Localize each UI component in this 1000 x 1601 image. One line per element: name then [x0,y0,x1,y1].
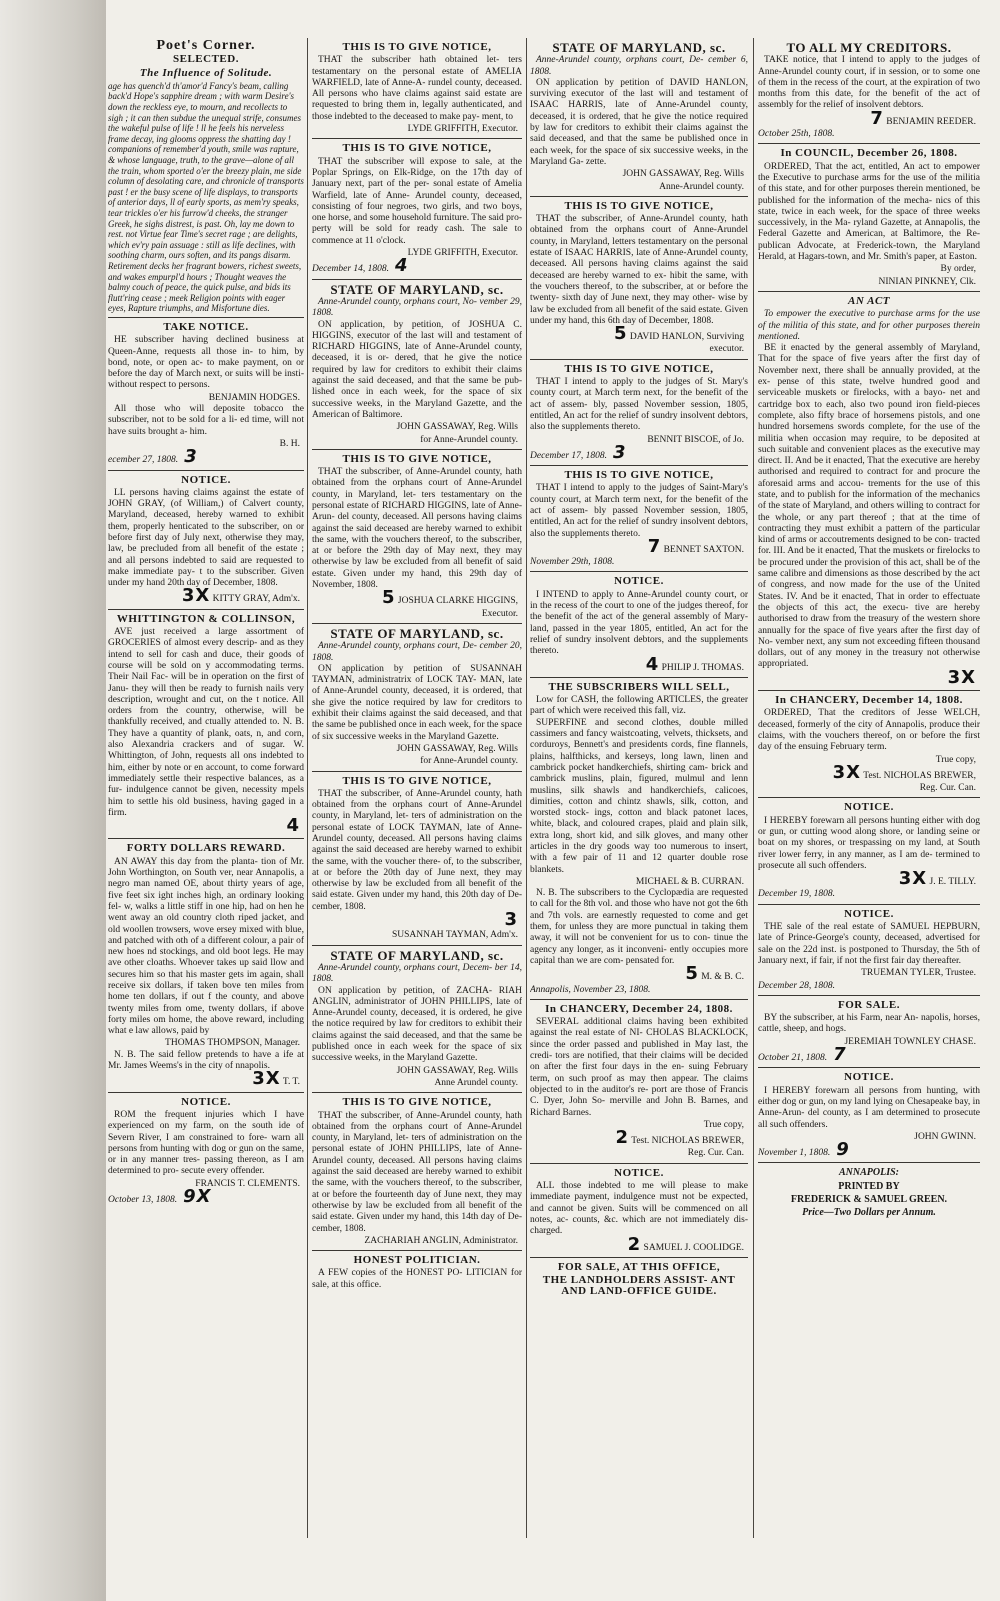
ad-date: November 29th, 1808. [530,557,615,568]
true-copy: True copy, [703,1119,744,1130]
ad-nb: N. B. The subscribers to the Cyclopædia are requested to call for the 8th vol. and those who have not got the 6th and 7th vols. are earnestly requested to come and get them, for unless they are more punctual in taking them away, it will not be convenient for us to con- tinue the agency any longer, as it inconveni- ently occupies more capital than we are com- pensated for. [530,888,748,966]
ad-heading: THIS IS TO GIVE NOTICE, [564,469,714,482]
handwritten-mark: 9X [183,1186,212,1208]
order-higgins [312,281,522,450]
date-text: November 1, 1808. [758,1148,831,1159]
ad-heading: In CHANCERY, December 14, 1808. [775,694,963,707]
ad-signer: LYDE GRIFFITH, Executor. [407,248,518,259]
ad-date [108,446,304,468]
ad-signer: TRUEMAN TYLER, Trustee. [861,968,976,979]
ad-body: HE subscriber having declined business at Queen-Anne, requests all those in- to him, by bond, note, or open ac- to make payment, on or before the day of March next, or suits will be insti- without respect to persons. [108,335,304,391]
handwritten-mark: 9 [836,1139,850,1161]
ad-signer-row [758,107,976,129]
ad-signer: THOMAS THOMPSON, Manager. [165,1038,300,1049]
ad-signer: JOHN GASSAWAY, Reg. Wills [396,422,518,433]
ad-heading: FOR SALE, AT THIS OFFICE, [557,1260,721,1273]
act-title: To empower the executive to purchase arms for the use of the militia of this state, and for other purposes therein mentioned. [758,309,980,342]
ad-heading: NOTICE. [844,801,894,814]
handwritten-mark: 3X [252,1068,281,1090]
ad-signer-row [758,868,976,890]
column-rule [753,38,754,1538]
ad-signer-row [530,653,744,675]
ad-signer-title: for Anne-Arundel county. [420,756,518,767]
court-line: Anne-Arundel county, orphans court, De- cember 6, 1808. [530,55,748,77]
ad-signer: BENNIT BISCOE, of Jo. [647,434,744,445]
chancery-welch [758,695,980,798]
notice-griffith-sale [312,143,522,279]
ad-heading: NOTICE. [181,473,231,486]
handwritten-mark: 3X [181,585,211,607]
column-rule [307,38,308,1538]
court-line: Anne-Arundel county, orphans court, Decem- ber 14, 1808. [312,962,522,985]
ad-signer: FRANCIS T. CLEMENTS. [195,1178,300,1189]
ad-date: December 19, 1808. [758,889,836,900]
poets-corner [108,40,304,318]
ad-signer-row [530,323,744,345]
ad-heading: STATE OF MARYLAND, sc. [330,281,504,297]
handwritten-mark: 3X [947,666,976,688]
ad-signer-row [530,1127,744,1149]
ad-body: LL persons having claims against the estate of JOHN GRAY, (of William,) of Calvert county, Maryland, deceased, hereby warned to exhibit them, properly henticated to the subscriber, on or before first day of July next, otherwise they may, law, be precluded from all benefit of the estate ; and all persons indebted to said are requested to make immediate pay- t to the subscriber. Given under my hand 20th day of December, 1808. [108,487,304,589]
notice-phillips [312,1097,522,1251]
ad-signer-row [530,535,744,557]
ad-heading: AN ACT [847,294,890,307]
ad-heading: NOTICE. [844,1071,894,1084]
date-text: October 13, 1808. [108,1195,178,1206]
handwritten-mark: 2 [627,1233,642,1255]
handwritten-mark: 3X [898,868,928,890]
notice-hanlon [530,201,748,360]
act-militia-arms [758,296,980,691]
ad-body: ALL those indebted to me will please to make immediate payment, indulgence must not be expected, and cannot be given. Suits will be commenced on all notes, ac- counts, &c. which are not immediately dis- charged. [530,1181,748,1237]
ad-heading: WHITTINGTON & COLLINSON, [116,612,296,625]
ad-heading: THIS IS TO GIVE NOTICE, [342,774,492,787]
ad-body: ON application by petition of DAVID HANLON, surviving executor of the last will and testament of ISAAC HARRIS, late of Anne-Arundel county, deceased, it is ordered, that he give the notice required by law for creditors to exhibit their claims against the said deceased, and that the same be published once in each week, for the space of six successive weeks, in the Maryland Ga- zette. [530,77,748,167]
court-line: Anne-Arundel county, orphans court, No- vember 29, 1808. [312,296,522,319]
ad-heading: STATE OF MARYLAND, sc. [330,625,504,641]
handwritten-mark-row [108,815,300,837]
ad-honest-politician [312,1255,522,1294]
column-2 [312,40,522,1540]
handwritten-mark: 5 [382,587,396,609]
ad-body: ORDERED, That the act, entitled, An act to empower the Executive to purchase arms for the use of the militia of this state, and for other purposes therein mentioned, be published for the information of the mecha- nics of this state, twice in each week, for the space of three weeks successively, in the Ma- ryland Gazette, at Annapolis, the Federal Gazette and American, at Baltimore, the Re- publican Advocate, at Frederick-town, the Maryland Herald, at Hagars-town, and Mr. Smith's paper, at Easton. [758,161,980,263]
poets-corner-title: Poet's Corner. [156,40,256,53]
ad-body: BE it enacted by the general assembly of Maryland, That for the space of five years after the first day of November next, there shall be annually provided, at the ex- pense of this state, twelve hundred good and serviceable muskets or firelocks, with a bayo- net and cartridge box to each, also two pound iron field-pieces complete, also fifty brace of horsemens pistols, and one hundred horsemens swords complete, for the use of the militia when occasion may require, to be deposited at such suitable and convenient places as the executive may direct. II. And be it enacted, That the executive are hereby authorised and required to contract for and procure the aforesaid arms and accou- trements for the use of this state, and to publish for the information of the mechanics of the state of Maryland, and others willing to contract for the whole, or any part thereof ; that at the time of contracting they must exhibit a pattern of the particular kind of arms or accoutrements designed to be con- tracted for. III. And be it enacted, That the muskets or firelocks to be procured under the provision of this act, shall be of the same calibre and dimensions as those described by the act of congress, and now made for the use of the United States. IV. And be it enacted, That in order to effectuate the objects of this act, the execu- tive are hereby authorised to draw from the treasury of the western shore annually for the space of five years after the first day of No- vember next, any sum not exceeding fifteen thousand dollars, out of any money in the treasury not otherwise appropriated. [758,343,980,670]
ad-heading: In COUNCIL, December 26, 1808. [780,147,958,160]
notice-gray [108,475,304,610]
order-tayman [312,625,522,772]
ad-whittington [108,614,304,840]
handwritten-mark: 3 [184,446,198,468]
printer-imprint [758,1167,980,1223]
ad-heading: TO ALL MY CREDITORS. [786,40,952,55]
imprint-printed-by: PRINTED BY [838,1180,900,1192]
ad-body: I HEREBY forewarn all persons from hunting, with either dog or gun, on my land lying on Chesapeake bay, in Anne-Arun- del county, as I am determined to prosecute all such offenders. [758,1085,980,1130]
date-text: December 17, 1808. [530,450,608,461]
ad-body: I INTEND to apply to Anne-Arundel county court, or in the recess of the court to one of the judges thereof, for the benefit of the act of the general assembly of Mary- land, passed in the year 1805, entitled, An act for the relief of sundry insolvent debtors, and the supplements thereto. [530,589,748,657]
ad-signer-title: Reg. Cur. Can. [687,1148,744,1159]
ad-signer: BENJAMIN REEDER. [886,116,976,127]
handwritten-mark: 3 [504,909,518,931]
notice-reeder [758,42,980,144]
poem-text: age has quench'd th'amor'd Fancy's beam, calling back'd Hope's sapphire dream ; with warm Desire's down the reckless eye, to mourn, and recollects to sigh ; it can then subdue the unequal strife, consumes the wakeful pulse of life ! ll he feels his nerveless frame decay, ing glooms oppress the shatting day ! companions of remember'd youth, smile was rapture, & whose language, truth, to the grave—alone of all the train, whom sported o'er the breezy plain, me side column of desolating care, and chronicle of transports past ! er the busy scene of life displays, to transports of anterior days, ll of early sports, as mem'ry speaks, tear trickles o'er his furrow'd cheeks, the stranger Greek, he sighs distrest, is past. Oh, lay me down to rest. not Virtue fear Time's secret rage ; are delights, which ev'ry pain assuage : still as life declines, with soothing charm, ours soften, and its pangs disarm. Retirement decks her fragrant bowers, richest sweets, and wakes empurpl'd hours ; Thought weaves the balmy couch of peace, the quick pulse, and bids its flutt'ring cease ; meek Religion points with eager eyes, Rapture triumphs, and Misfortune dies. [108,80,304,314]
ad-body: ON application by petition, of ZACHA- RIAH ANGLIN, administrator of JOHN PHILLIPS, late of Anne-Arundel county, deceased, it is ordered, he give the notice required by law for creditors to exhibit their claims against the said deceased, and that the same be published once in each week for the space of six successive weeks, in the Maryland Gazette. [312,985,522,1064]
handwritten-mark: 4 [395,255,409,277]
ad-reward [108,843,304,1092]
ad-signer-title: for Anne-Arundel county. [420,434,518,445]
ad-body: THAT I intend to apply to the judges of St. Mary's county court, at March term next, for the benefit of the act of assem- bly, passed November session, 1805, entitled, An act for the relief of sundry insolvent debtors, also the supplements thereto. [530,377,748,433]
notice-warfield [312,42,522,139]
ad-date [108,1186,304,1208]
handwritten-mark: 7 [833,1044,847,1066]
ad-heading: STATE OF MARYLAND, sc. [552,40,726,55]
ad-signer: SUSANNAH TAYMAN, Adm'x. [391,930,518,941]
imprint-price: Price—Two Dollars per Annum. [802,1207,936,1219]
ad-signer: KITTY GRAY, Adm'x. [212,594,300,605]
ad-date: December 28, 1808. [758,980,836,991]
ad-signer-title: Anne Arundel county. [434,1077,518,1088]
notice-biscoe [530,364,748,466]
handwritten-mark: 4 [645,653,660,675]
ad-signer-title: Anne-Arundel county. [659,181,744,192]
ad-heading: NOTICE. [181,1095,231,1108]
ad-nb: N. B. The said fellow pretends to have a ife at Mr. James Weems's in the city of nnapolis. [108,1049,304,1072]
handwritten-mark: 3X [832,761,861,783]
ad-initials: B. H. [279,438,300,449]
ad-heading: TAKE NOTICE. [163,320,249,333]
ad-date [758,1044,980,1066]
ad-body: SUPERFINE and second clothes, double milled cassimers and fancy waistcoating, velvets, thicksets, and corduroys, Bennett's and presidents cords, fine flannels, plains, halfthicks, and kerseys, long lawn, linen and cambrick pocket handkerchiefs, shirting cam- brick and cambrick muslins, plain, figured, mulmul and lenn muslins, silk shawls and handkerchiefs, calicoes, dimities, cotton and chintz shawls, silk, cotton, and worsted stock- ings, cotton and black patonet laces, white, black, and coloured crapes, plaid and plain silk, extra long, short kid, and silk gloves, and many other articles in the dry goods way too numerous to insert, with a few pair of 11 and 12 quarter double rose blankets. [530,717,748,875]
ad-body: ROM the frequent injuries which I have experienced on my farm, on the south ide of Severn River, I am constrained to fore- warn all persons from hunting with dog or gun on the same, or in any manner tres- passing thereon, as I am determined to pro- secute every offender. [108,1109,304,1177]
notice-gwinn [758,1072,980,1163]
order-hanlon [530,42,748,197]
ad-initials-row [530,963,744,985]
ad-landholders [530,1262,748,1303]
ad-date [312,255,522,277]
ad-body: THAT the subscriber, of Anne-Arundel county, hath obtained from the orphans court of Anne-Arundel county, in Maryland, let- ters of administration on the personal estate of LOCK TAYMAN, late of Anne-Arundel county, deceased. All persons having claims against the said deceased are hereby warned to exhibit the same, with the voucher there- of, to the subscriber, at or before the 20th day of June next, they may otherwise by law be excluded from all benefit of the said estate. Given under my hand, this 20th day of De- cember, 1808. [312,788,522,912]
ad-signer: ZACHARIAH ANGLIN, Administrator. [364,1235,518,1246]
ad-signer: JOHN GWINN. [914,1131,976,1142]
date-text: October 21, 1808. [758,1053,828,1064]
ad-initials: M. & B. C. [701,972,744,983]
notice-hodges [108,322,304,471]
column-4 [758,40,980,1540]
ad-signer-title: Reg. Cur. Can. [919,783,976,794]
ad-signer: JOHN GASSAWAY, Reg. Wills [622,169,744,180]
order-phillips [312,947,522,1094]
handwritten-mark: 5 [685,963,699,985]
selected-label: SELECTED. [173,53,239,66]
ad-signer: Test. NICHOLAS BREWER, [863,770,976,781]
ad-signer-title: executor. [709,344,744,355]
column-rule [526,38,527,1538]
poem-title: The Influence of Solitude. [139,66,273,79]
notice-saxton [530,470,748,572]
ad-heading: HONEST POLITICIAN. [353,1254,481,1267]
notice-higgins [312,454,522,624]
chancery-blacklock [530,1004,748,1164]
notice-clements [108,1097,304,1210]
ad-body: SEVERAL additional claims having been exhibited against the real estate of NI- CHOLAS BLACKLOCK, since the order passed and published in May last, the credi- tors are notified, that their claims will be decided on after the first four days in the en- suing February term, on such proof as may then appear. The claims objected to in the auditor's re- port are those of Francis C. Dyer, John So- merville and John B. Barnes, and Richard Barnes. [530,1017,748,1118]
handwritten-mark: 5 [614,323,628,345]
ad-signer: JEREMIAH TOWNLEY CHASE. [844,1036,976,1047]
ad-signer-row [312,587,518,609]
ad-body: TAKE notice, that I intend to apply to the judges of Anne-Arundel county court, if in session, or to some one of them in the recess of the court, at the expiration of two months from this date, for the benefit of the act of assembly for the relief of insolvent debtors. [758,55,980,111]
notice-hepburn [758,909,980,996]
ad-heading: In CHANCERY, December 24, 1808. [545,1002,733,1015]
ad-heading: FORTY DOLLARS REWARD. [126,842,286,855]
column-1 [108,40,304,1540]
ad-signer: JOSHUA CLARKE HIGGINS, [397,596,518,607]
ad-signer: Test. NICHOLAS BREWER, [631,1136,744,1147]
ad-signer: SAMUEL J. COOLIDGE. [643,1242,744,1253]
ad-body: ORDERED, That the creditors of Jesse WELCH, deceased, formerly of the city of Annapolis, produce their claims, with the vouchers thereof, on or before the first day of the ensuing February term. [758,708,980,753]
book-title: THE LANDHOLDERS ASSIST- ANT AND LAND-OFFICE GUIDE. [542,1274,736,1298]
ad-body: THAT the subscriber, of Anne-Arundel county, hath obtained from the orphans court of Anne-Arundel county, in Maryland, let- ters of administration on the personal estate of JOHN PHILLIPS, late of Anne-Arundel county, deceased. All persons having claims against the said deceased are hereby warned to exhibit the same, with the vouchers thereof, to the subscriber, at or before the fourteenth day of June next, they may otherwise by law be excluded from all benefit of the said estate. Given under my hand, this 14th day of De- cember, 1808. [312,1110,522,1234]
ad-date [530,441,748,463]
ad-initials: T. T. [282,1077,300,1088]
ad-chase-sale [758,1000,980,1068]
ad-signer: MICHAEL & B. CURRAN. [635,876,744,887]
notice-tilly [758,802,980,904]
notice-thomas [530,576,748,677]
ad-subheading: Low for CASH, the following ARTICLES, the greater part of which were received this fall, viz. [530,695,748,717]
true-copy: True copy, [935,754,976,765]
ad-date: Annapolis, November 23, 1808. [530,984,651,995]
court-line: Anne-Arundel county, orphans court, De- cember 20, 1808. [312,641,522,663]
ad-signer: BENJAMIN HODGES. [208,392,300,403]
ad-signer: JOHN GASSAWAY, Reg. Wills [396,1065,518,1076]
imprint-printers: FREDERICK & SAMUEL GREEN. [790,1194,948,1206]
ad-signer: JOHN GASSAWAY, Reg. Wills [396,743,518,754]
date-text: ecember 27, 1808. [108,455,179,466]
handwritten-mark: 2 [615,1127,629,1149]
ad-body: THAT the subscriber, of Anne-Arundel county, hath obtained from the orphans court of Anne-Arundel county, in Maryland, letters testamentary on the personal estate of ISAAC HARRIS, late of Anne-Arundel county, deceased. All persons having claims against the said deceased are hereby warned to ex- hibit the same, with the vouchers thereof, to the subscriber, at or before the twenty- sixth day of June next, they may other- wise by law be excluded from all benefit of the said estate. Given under my hand, this 6th day of December, 1808. [530,214,748,326]
ad-body: A FEW copies of the HONEST PO- LITICIAN for sale, at this office. [312,1268,522,1290]
ad-body: ON application by petition of SUSANNAH TAYMAN, administratrix of LOCK TAY- MAN, late of Anne-Arundel county, deceased, it is ordered, that she give the notice required by law for creditors to exhibit their claims against the said deceased, and that the same be published once in each week, for the space of six successive weeks in the Maryland Gazette. [312,663,522,742]
ad-body: ON application, by petition, of JOSHUA C. HIGGINS, executor of the last will and testament of RICHARD HIGGINS, late of Anne-Arundel county, deceased, it is or- dered, that he give the notice required by law for creditors to exhibit their claims against the said deceased, and that the same be pub- lished once in each week, for the space of six successive weeks, in the Maryland Gazette, and the American of Baltimore. [312,319,522,420]
ad-signer-title: Executor. [481,608,518,619]
council-order [758,148,980,292]
ad-body: THAT the subscriber hath obtained let- ters testamentary on the personal estate of AMELIA WARFIELD, late of Anne-A- rundel county, deceased. All persons who have claims against said estate are requested to bring them in, legally authenticated, and those indebted to the deceased to make pay- ment, to [312,55,522,122]
column-3 [530,40,748,1540]
ad-body: I HEREBY forewarn all persons hunting either with dog or gun, or cutting wood along shore, or landing seine or boat on my shores, or trespassing on my land, at South river lower ferry, in any manner, as I am de- termined to prosecute all such offenders. [758,815,980,871]
ad-date [758,1139,980,1161]
handwritten-mark: 7 [870,107,884,129]
ad-heading: NOTICE. [614,1166,664,1179]
ad-heading: FOR SALE. [838,998,900,1011]
ad-signer: BENNET SAXTON. [663,544,744,555]
page-binding-edge [0,0,106,1601]
handwritten-mark: 7 [647,535,662,557]
ad-body: All those who will deposite tobacco the subscriber, not to be sold for a li- ed time, will not have suits brought a- him. [108,404,304,437]
handwritten-mark: 4 [286,815,300,837]
ad-heading: THIS IS TO GIVE NOTICE, [564,199,714,212]
ad-body: THE sale of the real estate of SAMUEL HEPBURN, late of Prince-George's county, deceased, advertised for sale on the 22d inst. is postponed to Thursday, the 5th of January next, if fair, if not the first fair day thereafter. [758,922,980,966]
ad-initials-row [108,1068,300,1090]
notice-tayman [312,776,522,946]
date-text: December 14, 1808. [312,264,390,275]
by-order: By order, [940,264,976,275]
ad-signer-row [530,1233,744,1255]
ad-date: October 25th, 1808. [758,129,835,140]
ad-body: BY the subscriber, at his Farm, near An- napolis, horses, cattle, sheep, and hogs. [758,1013,980,1035]
ad-signer: LYDE GRIFFITH, Executor. [407,124,518,135]
ad-heading: NOTICE. [844,907,894,920]
ad-heading: THIS IS TO GIVE NOTICE, [342,41,492,53]
notice-coolidge [530,1168,748,1258]
ad-signer: NINIAN PINKNEY, Clk. [878,276,976,287]
imprint-city: ANNAPOLIS: [838,1167,899,1179]
ad-body: THAT the subscriber will expose to sale, at the Poplar Springs, on Elk-Ridge, on the 17th day of January next, part of the per- sonal estate of Amelia Warfield, late of Anne- Arundel county, deceased, consisting of four negroes, two girls, and two boys, one horse, and some household furniture. The said pro- perty will be sold for ready cash. The sale to commence at 11 o'clock. [312,156,522,246]
ad-signer-row [758,761,976,783]
ad-body: THAT I intend to apply to the judges of Saint-Mary's county court, at March term next, for the benefit of the act of assem- bly passed November session, 1805, entitled, An act for the relief of sundry insolvent debtors, also the supplements thereto. [530,483,748,539]
ad-signer-row [108,585,300,607]
ad-body: AN AWAY this day from the planta- tion of Mr. John Worthington, on South ver, near Annapolis, a negro man named OE, about thirty years of age, five feet six ight inches high, an ordinary looking fel- w, walks a little stiff in one hip, had on hen he went away an old country cloth riped jacket, and old woollen trowsers, wove ersey mixed with blue, and patched with oth of a different colour, a pair of new hoes nd stockings, and old boot legs. He may ave other cloaths. Whoever takes up said llow and secures him so that his master gets im again, shall receive six dollars, if taken bove ten miles from home ten dollars, if out f the county, and above twenty miles from ome, twenty dollars, if above forty miles om home, the above reward, including what e law allows, paid by [108,856,304,1037]
ad-heading: STATE OF MARYLAND, sc. [330,947,504,963]
ad-signer: J. E. TILLY. [929,877,976,888]
ad-curran [530,682,748,1000]
ad-signer: DAVID HANLON, Surviving [629,332,744,343]
handwritten-mark-row [758,666,976,688]
ad-heading: THIS IS TO GIVE NOTICE, [342,1096,492,1109]
handwritten-mark-row [312,909,518,931]
ad-heading: NOTICE. [614,575,664,588]
handwritten-mark: 3 [613,441,627,463]
ad-signer: PHILIP J. THOMAS. [661,662,744,673]
ad-heading: THIS IS TO GIVE NOTICE, [342,142,492,155]
ad-heading: THIS IS TO GIVE NOTICE, [564,362,714,375]
ad-body: THAT the subscriber, of Anne-Arundel county, hath obtained from the orphans court of Anne-Arundel county, in Maryland, let- ters testamentary on the personal estate of RICHARD HIGGINS, late of Anne-Arun- del county, deceased. All persons having claims against the said deceased are hereby warned to exhibit the same, with the vouchers thereof, to the subscriber, at or before the 29th day of May next, they may otherwise by law be excluded from all benefit of said estate. Given under my hand, this 29th day of November, 1808. [312,467,522,591]
ad-body: AVE just received a large assortment of GROCERIES of almost every descrip- and as they intend to sell for cash and duce, their goods of course will be sold on y accommodating terms. Their Nail Fac- will be in operation on the first of Janu- they will then be ready to furnish nails very description, wrought and cut, on the t notice. All orders from the country, otherwise, will be thankfully received, and ctually attended to. N. B. They have a quantity of plank, oats, n, and corn, also Alexandria crackers and of sugar. W. Whittington, of John, requests all ons indebted to him, either by note or en account, to come forward immediately settle their respective balances, as a fur- indulgence cannot be given, necessity mpels him to settle his old business, having gaged in a firm. [108,627,304,818]
ad-heading: THIS IS TO GIVE NOTICE, [342,452,492,465]
ad-heading: THE SUBSCRIBERS WILL SELL, [548,680,730,693]
